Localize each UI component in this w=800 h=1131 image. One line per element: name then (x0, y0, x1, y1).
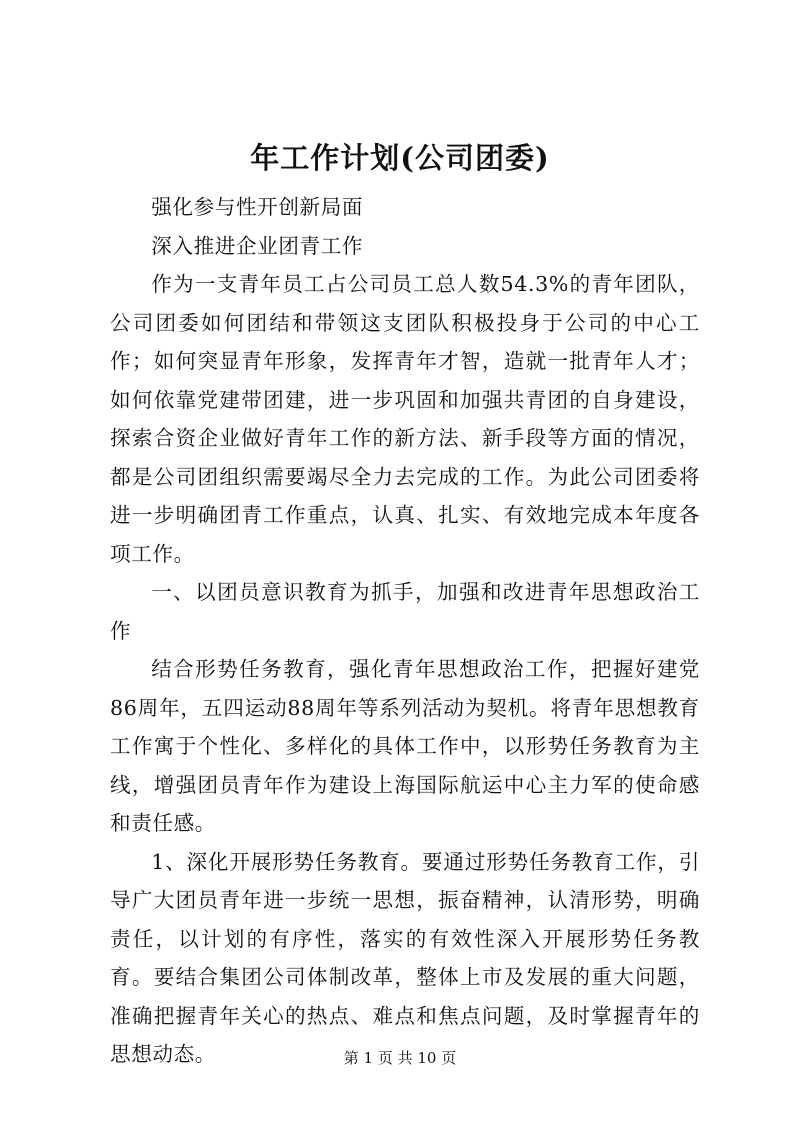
document-title: 年工作计划(公司团委) (250, 141, 550, 175)
page-number-footer: 第 1 页 共 10 页 (343, 1049, 457, 1067)
heading-line-1: 强化参与性开创新局面 (151, 195, 364, 219)
item-1-paragraph: 1、深化开展形势任务教育。要通过形势任务教育工作，引导广大团员青年进一步统一思想，振奋精神，认清形势，明确责任，以计划的有序性，落实的有效性深入开展形势任务教育。要结合集团公司体制改革，整体上市及发展的重大问题，准确把握青年关心的热点、难点和焦点问题，及时掌握青年的思想动态。 (110, 849, 700, 1066)
intro-paragraph: 作为一支青年员工占公司员工总人数54.3%的青年团队，公司团委如何团结和带领这支团队积极投身于公司的中心工作；如何突显青年形象，发挥青年才智，造就一批青年人才；如何依靠党建带团建，进一步巩固和加强共青团的自身建设，探索合资企业做好青年工作的新方法、新手段等方面的情况，都是公司团组织需要竭尽全力去完成的工作。为此公司团委将进一步明确团青工作重点，认真、扎实、有效地完成本年度各项工作。 (110, 272, 700, 566)
section-heading-1: 一、以团员意识教育为抓手，加强和改进青年思想政治工作 (110, 580, 700, 643)
section-1-paragraph: 结合形势任务教育，强化青年思想政治工作，把握好建党86周年，五四运动88周年等系列活动为契机。将青年思想教育工作寓于个性化、多样化的具体工作中，以形势任务教育为主线，增强团员青年作为建设上海国际航运中心主力军的使命感和责任感。 (110, 657, 700, 835)
heading-line-2: 深入推进企业团青工作 (151, 233, 364, 258)
document-body (110, 188, 700, 1074)
